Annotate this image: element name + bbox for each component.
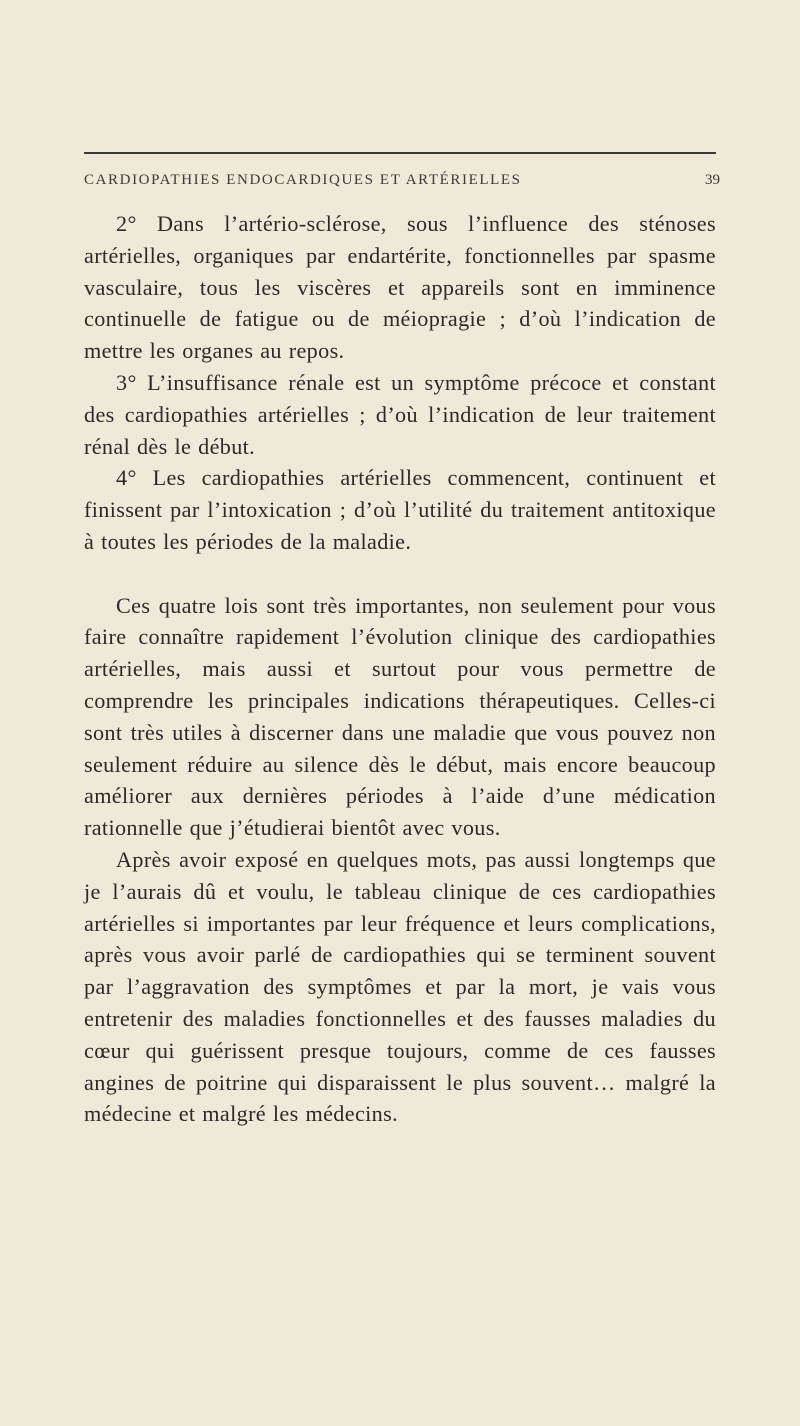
paragraph-law-2: 2° Dans l’artério-sclérose, sous l’influence des sténoses artérielles, organiques par endartérite, fonctionnelles par spasme vasculaire, tous les viscères et appareils sont en imminence continuelle de fatigue ou de méiopragie ; d’où l’indication de mettre les organes au repos. (84, 211, 716, 364)
page-header (84, 172, 720, 196)
paragraph-conclusion: Après avoir exposé en quelques mots, pas aussi longtemps que je l’aurais dû et voulu, le tableau clinique de ces cardiopathies artérielles si importantes par leur fréquence et leurs complications, après vous avoir parlé de cardiopathies qui se terminent souvent par l’aggravation des symptômes et par la mort, je vais vous entretenir des maladies fonctionnelles et des fausses maladies du cœur qui guérissent presque toujours, comme de ces fausses angines de poitrine qui disparaissent le plus souvent… malgré la médecine et malgré les médecins. (84, 846, 716, 1127)
body-text (84, 208, 716, 1130)
header-rule (84, 152, 716, 154)
paragraph-law-4: 4° Les cardiopathies artérielles commencent, continuent et finissent par l’intoxication ; d’où l’utilité du traitement antitoxique à toutes les périodes de la maladie. (84, 465, 716, 554)
paragraph-law-3: 3° L’insuffisance rénale est un symptôme précoce et constant des cardiopathies artérielles ; d’où l’indication de leur traitement rénal dès le début. (84, 369, 716, 459)
page-number: 39 (705, 172, 720, 188)
paragraph-importance: Ces quatre lois sont très importantes, non seulement pour vous faire connaître rapidement l’évolution clinique des cardiopathies artérielles, mais aussi et surtout pour vous permettre de comprendre les principales indications thérapeutiques. Celles-ci sont très utiles à discerner dans une maladie que vous pouvez non seulement réduire au silence dès le début, mais encore beaucoup améliorer aux dernières périodes à l’aide d’une médication rationnelle que j’étudierai bientôt avec vous. (84, 592, 716, 841)
running-title: CARDIOPATHIES ENDOCARDIQUES ET ARTÉRIELLES (84, 172, 522, 188)
